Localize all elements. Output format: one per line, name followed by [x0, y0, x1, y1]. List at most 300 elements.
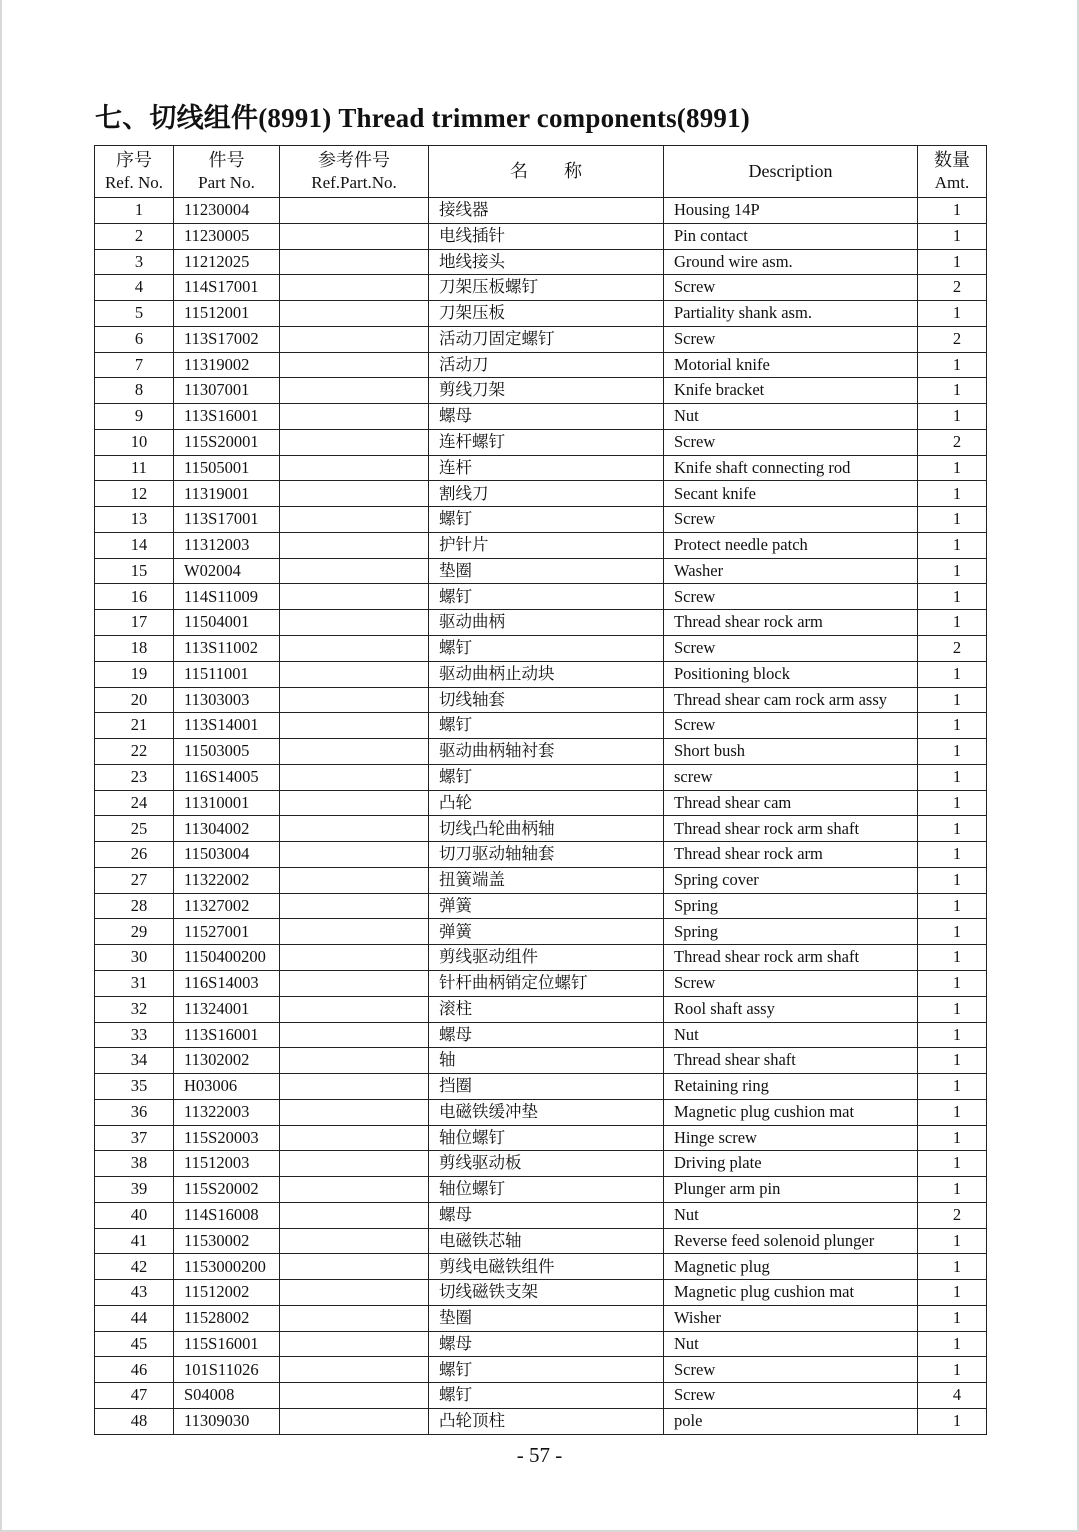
- table-row: [95, 816, 987, 842]
- cell-part-no: 11511001: [174, 661, 280, 687]
- cell-amount: 1: [918, 507, 987, 533]
- cell-name-zh: 螺母: [429, 1331, 664, 1357]
- cell-ref-part-no: [280, 352, 429, 378]
- table-row: [95, 532, 987, 558]
- table-row: [95, 1151, 987, 1177]
- cell-ref-part-no: [280, 1305, 429, 1331]
- cell-ref-part-no: [280, 687, 429, 713]
- cell-ref: 14: [95, 532, 174, 558]
- cell-name-zh: 剪线刀架: [429, 378, 664, 404]
- cell-part-no: 11322003: [174, 1099, 280, 1125]
- cell-name-zh: 螺母: [429, 1202, 664, 1228]
- cell-description: Knife shaft connecting rod: [664, 455, 918, 481]
- cell-part-no: 11322002: [174, 867, 280, 893]
- cell-ref-part-no: [280, 739, 429, 765]
- table-row: [95, 223, 987, 249]
- cell-amount: 1: [918, 1331, 987, 1357]
- cell-amount: 1: [918, 1177, 987, 1203]
- cell-ref: 35: [95, 1074, 174, 1100]
- cell-part-no: 115S16001: [174, 1331, 280, 1357]
- cell-description: Thread shear rock arm shaft: [664, 945, 918, 971]
- table-row: [95, 842, 987, 868]
- table-row: [95, 893, 987, 919]
- cell-part-no: 11312003: [174, 532, 280, 558]
- cell-name-zh: 凸轮顶柱: [429, 1408, 664, 1434]
- cell-description: Screw: [664, 507, 918, 533]
- cell-name-zh: 垫圈: [429, 1305, 664, 1331]
- cell-name-zh: 电线插针: [429, 223, 664, 249]
- table-row: [95, 1099, 987, 1125]
- cell-part-no: 11528002: [174, 1305, 280, 1331]
- cell-part-no: 11504001: [174, 610, 280, 636]
- cell-ref-part-no: [280, 1383, 429, 1409]
- cell-name-zh: 扭簧端盖: [429, 867, 664, 893]
- cell-ref: 8: [95, 378, 174, 404]
- cell-ref: 42: [95, 1254, 174, 1280]
- cell-description: Spring cover: [664, 867, 918, 893]
- cell-name-zh: 连杆螺钉: [429, 429, 664, 455]
- cell-ref: 11: [95, 455, 174, 481]
- cell-description: Magnetic plug cushion mat: [664, 1099, 918, 1125]
- cell-name-zh: 轴: [429, 1048, 664, 1074]
- cell-part-no: 11304002: [174, 816, 280, 842]
- cell-description: Housing 14P: [664, 198, 918, 224]
- table-row: [95, 1228, 987, 1254]
- header-ref-en: Ref. No.: [104, 173, 164, 193]
- cell-part-no: 11324001: [174, 996, 280, 1022]
- table-row: [95, 429, 987, 455]
- table-row: [95, 455, 987, 481]
- cell-description: Reverse feed solenoid plunger: [664, 1228, 918, 1254]
- cell-name-zh: 螺钉: [429, 636, 664, 662]
- cell-ref-part-no: [280, 1331, 429, 1357]
- cell-ref: 30: [95, 945, 174, 971]
- cell-name-zh: 挡圈: [429, 1074, 664, 1100]
- cell-part-no: 11310001: [174, 790, 280, 816]
- cell-ref: 39: [95, 1177, 174, 1203]
- cell-ref: 15: [95, 558, 174, 584]
- parts-table: [94, 145, 987, 1435]
- cell-name-zh: 驱动曲柄: [429, 610, 664, 636]
- cell-name-zh: 弹簧: [429, 893, 664, 919]
- cell-amount: 1: [918, 610, 987, 636]
- cell-description: Thread shear rock arm: [664, 610, 918, 636]
- cell-description: Screw: [664, 970, 918, 996]
- cell-part-no: 11307001: [174, 378, 280, 404]
- cell-description: Hinge screw: [664, 1125, 918, 1151]
- cell-ref-part-no: [280, 1022, 429, 1048]
- cell-ref-part-no: [280, 1125, 429, 1151]
- cell-ref-part-no: [280, 1177, 429, 1203]
- cell-ref-part-no: [280, 378, 429, 404]
- cell-ref: 22: [95, 739, 174, 765]
- cell-name-zh: 护针片: [429, 532, 664, 558]
- cell-description: Thread shear rock arm: [664, 842, 918, 868]
- cell-ref-part-no: [280, 455, 429, 481]
- header-part: [174, 146, 280, 198]
- cell-ref: 29: [95, 919, 174, 945]
- header-part-en: Part No.: [198, 173, 255, 193]
- table-row: [95, 661, 987, 687]
- cell-description: Partiality shank asm.: [664, 301, 918, 327]
- header-ref: [95, 146, 174, 198]
- cell-ref: 20: [95, 687, 174, 713]
- cell-amount: 1: [918, 764, 987, 790]
- cell-ref-part-no: [280, 249, 429, 275]
- cell-ref: 31: [95, 970, 174, 996]
- cell-description: Magnetic plug: [664, 1254, 918, 1280]
- cell-ref-part-no: [280, 713, 429, 739]
- cell-ref: 13: [95, 507, 174, 533]
- table-row: [95, 1125, 987, 1151]
- cell-name-zh: 接线器: [429, 198, 664, 224]
- cell-name-zh: 切刀驱动轴轴套: [429, 842, 664, 868]
- cell-amount: 1: [918, 404, 987, 430]
- cell-ref: 45: [95, 1331, 174, 1357]
- header-refpart-en: Ref.Part.No.: [311, 173, 397, 193]
- cell-name-zh: 地线接头: [429, 249, 664, 275]
- cell-description: Screw: [664, 584, 918, 610]
- table-row: [95, 378, 987, 404]
- cell-name-zh: 螺钉: [429, 713, 664, 739]
- cell-ref: 7: [95, 352, 174, 378]
- cell-ref-part-no: [280, 610, 429, 636]
- cell-part-no: 11503005: [174, 739, 280, 765]
- cell-name-zh: 螺母: [429, 404, 664, 430]
- cell-ref-part-no: [280, 584, 429, 610]
- cell-part-no: 11319001: [174, 481, 280, 507]
- table-row: [95, 481, 987, 507]
- cell-name-zh: 活动刀固定螺钉: [429, 326, 664, 352]
- cell-ref: 16: [95, 584, 174, 610]
- cell-part-no: 11503004: [174, 842, 280, 868]
- cell-ref: 18: [95, 636, 174, 662]
- cell-amount: 1: [918, 1305, 987, 1331]
- header-name-zh: 名称: [510, 160, 618, 181]
- cell-ref-part-no: [280, 1048, 429, 1074]
- table-row: [95, 739, 987, 765]
- cell-ref: 48: [95, 1408, 174, 1434]
- cell-description: Screw: [664, 429, 918, 455]
- cell-ref-part-no: [280, 481, 429, 507]
- header-amt: [918, 146, 987, 198]
- cell-name-zh: 剪线驱动组件: [429, 945, 664, 971]
- cell-ref: 40: [95, 1202, 174, 1228]
- cell-amount: 1: [918, 970, 987, 996]
- cell-part-no: 1153000200: [174, 1254, 280, 1280]
- cell-ref: 3: [95, 249, 174, 275]
- cell-ref-part-no: [280, 507, 429, 533]
- cell-name-zh: 电磁铁芯轴: [429, 1228, 664, 1254]
- cell-description: Thread shear shaft: [664, 1048, 918, 1074]
- table-row: [95, 687, 987, 713]
- cell-description: Nut: [664, 1202, 918, 1228]
- table-row: [95, 326, 987, 352]
- cell-amount: 2: [918, 636, 987, 662]
- cell-ref: 33: [95, 1022, 174, 1048]
- cell-amount: 1: [918, 301, 987, 327]
- cell-part-no: 11309030: [174, 1408, 280, 1434]
- cell-name-zh: 螺钉: [429, 764, 664, 790]
- cell-amount: 1: [918, 198, 987, 224]
- cell-amount: 4: [918, 1383, 987, 1409]
- cell-ref-part-no: [280, 1408, 429, 1434]
- cell-amount: 1: [918, 584, 987, 610]
- cell-amount: 2: [918, 275, 987, 301]
- cell-ref: 26: [95, 842, 174, 868]
- cell-description: pole: [664, 1408, 918, 1434]
- cell-part-no: H03006: [174, 1074, 280, 1100]
- cell-ref-part-no: [280, 1254, 429, 1280]
- cell-ref-part-no: [280, 842, 429, 868]
- cell-ref-part-no: [280, 893, 429, 919]
- cell-name-zh: 剪线驱动板: [429, 1151, 664, 1177]
- table-row: [95, 1022, 987, 1048]
- cell-description: Rool shaft assy: [664, 996, 918, 1022]
- table-row: [95, 764, 987, 790]
- cell-ref: 5: [95, 301, 174, 327]
- cell-description: Screw: [664, 636, 918, 662]
- cell-ref-part-no: [280, 1357, 429, 1383]
- cell-ref-part-no: [280, 816, 429, 842]
- cell-part-no: 115S20003: [174, 1125, 280, 1151]
- cell-ref-part-no: [280, 636, 429, 662]
- cell-name-zh: 螺钉: [429, 1383, 664, 1409]
- cell-amount: 1: [918, 223, 987, 249]
- table-row: [95, 867, 987, 893]
- header-desc: [664, 146, 918, 198]
- table-row: [95, 790, 987, 816]
- cell-part-no: 11512002: [174, 1280, 280, 1306]
- cell-description: Knife bracket: [664, 378, 918, 404]
- cell-amount: 1: [918, 816, 987, 842]
- cell-description: Nut: [664, 1331, 918, 1357]
- cell-name-zh: 驱动曲柄止动块: [429, 661, 664, 687]
- cell-amount: 1: [918, 1357, 987, 1383]
- cell-part-no: S04008: [174, 1383, 280, 1409]
- cell-ref: 19: [95, 661, 174, 687]
- cell-name-zh: 轴位螺钉: [429, 1125, 664, 1151]
- cell-amount: 1: [918, 249, 987, 275]
- table-row: [95, 1048, 987, 1074]
- cell-amount: 2: [918, 1202, 987, 1228]
- cell-amount: 1: [918, 1048, 987, 1074]
- cell-part-no: 113S17002: [174, 326, 280, 352]
- cell-description: Screw: [664, 713, 918, 739]
- cell-description: Magnetic plug cushion mat: [664, 1280, 918, 1306]
- cell-part-no: 114S11009: [174, 584, 280, 610]
- cell-description: Retaining ring: [664, 1074, 918, 1100]
- cell-ref: 21: [95, 713, 174, 739]
- cell-ref-part-no: [280, 661, 429, 687]
- cell-ref: 12: [95, 481, 174, 507]
- cell-description: Thread shear rock arm shaft: [664, 816, 918, 842]
- cell-description: Protect needle patch: [664, 532, 918, 558]
- cell-amount: 1: [918, 481, 987, 507]
- cell-name-zh: 切线轴套: [429, 687, 664, 713]
- cell-name-zh: 切线磁铁支架: [429, 1280, 664, 1306]
- cell-amount: 1: [918, 532, 987, 558]
- table-row: [95, 945, 987, 971]
- cell-ref: 10: [95, 429, 174, 455]
- cell-description: Wisher: [664, 1305, 918, 1331]
- cell-part-no: 115S20001: [174, 429, 280, 455]
- header-part-zh: 件号: [208, 149, 245, 170]
- table-row: [95, 970, 987, 996]
- cell-amount: 1: [918, 1228, 987, 1254]
- cell-ref: 38: [95, 1151, 174, 1177]
- cell-amount: 1: [918, 919, 987, 945]
- cell-part-no: 11505001: [174, 455, 280, 481]
- cell-name-zh: 螺母: [429, 1022, 664, 1048]
- cell-part-no: 116S14003: [174, 970, 280, 996]
- table-row: [95, 919, 987, 945]
- cell-ref: 24: [95, 790, 174, 816]
- cell-ref: 25: [95, 816, 174, 842]
- cell-part-no: W02004: [174, 558, 280, 584]
- cell-name-zh: 刀架压板螺钉: [429, 275, 664, 301]
- cell-ref: 2: [95, 223, 174, 249]
- cell-ref-part-no: [280, 970, 429, 996]
- table-row: [95, 996, 987, 1022]
- cell-ref-part-no: [280, 198, 429, 224]
- cell-part-no: 11327002: [174, 893, 280, 919]
- cell-name-zh: 剪线电磁铁组件: [429, 1254, 664, 1280]
- cell-ref: 41: [95, 1228, 174, 1254]
- cell-part-no: 11512001: [174, 301, 280, 327]
- cell-description: Nut: [664, 404, 918, 430]
- cell-ref: 6: [95, 326, 174, 352]
- cell-description: Spring: [664, 919, 918, 945]
- parts-table-body: [95, 198, 987, 1435]
- cell-amount: 1: [918, 996, 987, 1022]
- cell-part-no: 11319002: [174, 352, 280, 378]
- cell-description: Pin contact: [664, 223, 918, 249]
- cell-description: Plunger arm pin: [664, 1177, 918, 1203]
- cell-name-zh: 连杆: [429, 455, 664, 481]
- table-row: [95, 1408, 987, 1434]
- cell-amount: 1: [918, 352, 987, 378]
- cell-ref-part-no: [280, 404, 429, 430]
- cell-ref-part-no: [280, 945, 429, 971]
- cell-description: Secant knife: [664, 481, 918, 507]
- cell-name-zh: 凸轮: [429, 790, 664, 816]
- header-amt-zh: 数量: [934, 149, 970, 170]
- header-refpart-zh: 参考件号: [318, 149, 390, 170]
- cell-ref-part-no: [280, 275, 429, 301]
- cell-name-zh: 刀架压板: [429, 301, 664, 327]
- cell-ref-part-no: [280, 867, 429, 893]
- cell-ref: 34: [95, 1048, 174, 1074]
- cell-part-no: 11230004: [174, 198, 280, 224]
- cell-ref-part-no: [280, 532, 429, 558]
- table-row: [95, 1280, 987, 1306]
- cell-part-no: 11527001: [174, 919, 280, 945]
- cell-amount: 1: [918, 1408, 987, 1434]
- cell-amount: 1: [918, 1280, 987, 1306]
- cell-part-no: 116S14005: [174, 764, 280, 790]
- table-header-row: [95, 146, 987, 198]
- cell-amount: 1: [918, 867, 987, 893]
- cell-name-zh: 电磁铁缓冲垫: [429, 1099, 664, 1125]
- cell-part-no: 101S11026: [174, 1357, 280, 1383]
- cell-amount: 1: [918, 739, 987, 765]
- cell-description: Driving plate: [664, 1151, 918, 1177]
- cell-description: Nut: [664, 1022, 918, 1048]
- cell-amount: 1: [918, 661, 987, 687]
- cell-ref: 23: [95, 764, 174, 790]
- cell-part-no: 113S14001: [174, 713, 280, 739]
- cell-name-zh: 螺钉: [429, 584, 664, 610]
- cell-name-zh: 滚柱: [429, 996, 664, 1022]
- page-title: 七、切线组件(8991) Thread trimmer components(8991): [95, 103, 750, 133]
- table-row: [95, 301, 987, 327]
- cell-ref: 17: [95, 610, 174, 636]
- table-row: [95, 275, 987, 301]
- cell-name-zh: 割线刀: [429, 481, 664, 507]
- cell-name-zh: 螺钉: [429, 507, 664, 533]
- cell-amount: 1: [918, 1254, 987, 1280]
- cell-ref: 27: [95, 867, 174, 893]
- cell-part-no: 113S17001: [174, 507, 280, 533]
- cell-description: Motorial knife: [664, 352, 918, 378]
- cell-part-no: 1150400200: [174, 945, 280, 971]
- cell-ref: 47: [95, 1383, 174, 1409]
- cell-ref-part-no: [280, 1202, 429, 1228]
- cell-ref: 32: [95, 996, 174, 1022]
- page-number: - 57 -: [516, 1443, 563, 1467]
- cell-part-no: 114S17001: [174, 275, 280, 301]
- table-row: [95, 404, 987, 430]
- cell-part-no: 113S11002: [174, 636, 280, 662]
- cell-description: Screw: [664, 326, 918, 352]
- cell-part-no: 11302002: [174, 1048, 280, 1074]
- cell-ref-part-no: [280, 1151, 429, 1177]
- cell-part-no: 113S16001: [174, 404, 280, 430]
- header-desc-en: Description: [748, 160, 833, 181]
- cell-amount: 1: [918, 1074, 987, 1100]
- cell-ref: 1: [95, 198, 174, 224]
- table-row: [95, 507, 987, 533]
- cell-ref: 36: [95, 1099, 174, 1125]
- cell-ref: 9: [95, 404, 174, 430]
- cell-ref: 37: [95, 1125, 174, 1151]
- table-row: [95, 1331, 987, 1357]
- table-row: [95, 1254, 987, 1280]
- cell-description: screw: [664, 764, 918, 790]
- cell-ref-part-no: [280, 558, 429, 584]
- cell-amount: 2: [918, 429, 987, 455]
- cell-ref-part-no: [280, 223, 429, 249]
- cell-amount: 1: [918, 455, 987, 481]
- cell-amount: 1: [918, 558, 987, 584]
- table-row: [95, 713, 987, 739]
- table-row: [95, 1177, 987, 1203]
- cell-ref-part-no: [280, 1280, 429, 1306]
- cell-description: Thread shear cam rock arm assy: [664, 687, 918, 713]
- cell-part-no: 11512003: [174, 1151, 280, 1177]
- cell-description: Ground wire asm.: [664, 249, 918, 275]
- table-row: [95, 610, 987, 636]
- table-row: [95, 198, 987, 224]
- cell-ref-part-no: [280, 1228, 429, 1254]
- cell-amount: 2: [918, 326, 987, 352]
- cell-amount: 1: [918, 790, 987, 816]
- cell-description: Washer: [664, 558, 918, 584]
- cell-description: Short bush: [664, 739, 918, 765]
- cell-description: Screw: [664, 1357, 918, 1383]
- cell-part-no: 11530002: [174, 1228, 280, 1254]
